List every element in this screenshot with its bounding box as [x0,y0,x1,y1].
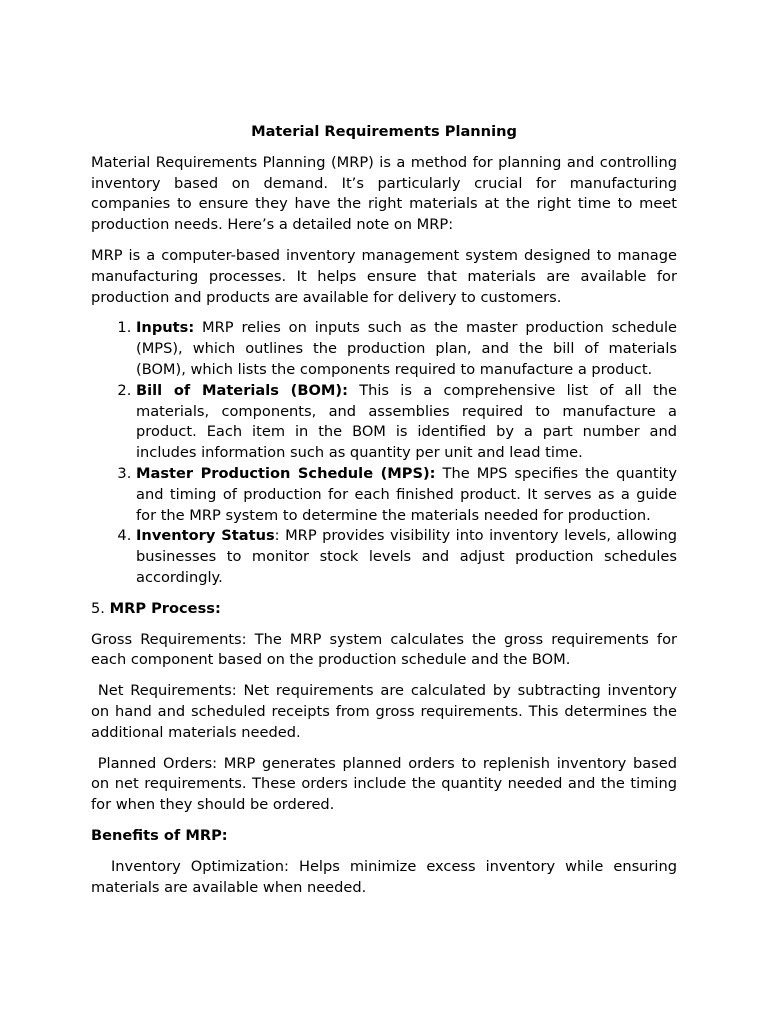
process-heading-label: MRP Process: [109,599,221,617]
gross-requirements-paragraph: Gross Requirements: The MRP system calculates the gross requirements for each component based on the production schedule and the BOM. [91,630,677,669]
process-heading [91,599,677,620]
net-requirements-paragraph: Net Requirements: Net requirements are calculated by subtracting inventory on hand and scheduled receipts from gross requirements. This determines the additional materials needed. [91,682,682,741]
document-body [91,122,682,908]
list-item-inventory-status [136,526,677,588]
list-item-bom [136,381,677,464]
planned-orders-paragraph: Planned Orders: MRP generates planned orders to replenish inventory based on net requirements. These orders include the quantity needed and the timing for when they should be ordered. [91,754,682,814]
list-item-text: This is a comprehensive list of all the materials, components, and assemblies required to manufacture a product. Each item in the BOM is identified by a part number and includes information such as quantity per unit and lead time. [136,381,677,462]
list-item-inputs [136,318,677,380]
benefits-heading: Benefits of MRP: [91,826,228,844]
list-item-text: MRP relies on inputs such as the master production schedule (MPS), which outlines the production plan, and the bill of materials (BOM), which lists the components required to manufacture a product. [136,319,677,378]
mrp-components-list [91,318,677,588]
list-item-text: The MPS specifies the quantity and timing of production for each finished product. It serves as a guide for the MRP system to determine the materials needed for production. [136,464,677,524]
list-item-term: Inputs: [136,319,195,337]
list-item-term: Bill of Materials (BOM): [136,381,348,399]
definition-paragraph: MRP is a computer-based inventory management system designed to manage manufacturing processes. It helps ensure that materials are available for production and products are available for delivery to customers. [91,246,677,306]
intro-paragraph: Material Requirements Planning (MRP) is a method for planning and controlling inventory based on demand. It’s particularly crucial for manufacturing companies to ensure they have the right materials at the right time to meet production needs. Here’s a detailed note on MRP: [91,153,677,234]
inventory-optimization-paragraph: Inventory Optimization: Helps minimize excess inventory while ensuring materials are available when needed. [91,857,682,896]
list-item-text: : MRP provides visibility into inventory levels, allowing businesses to monitor stock levels and adjust production schedules accordingly. [136,527,677,586]
list-item-mps [136,464,677,526]
list-item-term: Inventory Status [136,527,275,545]
list-item-term: Master Production Schedule (MPS): [136,464,436,482]
document-title: Material Requirements Planning [251,123,517,140]
process-heading-number: 5. [91,599,110,617]
